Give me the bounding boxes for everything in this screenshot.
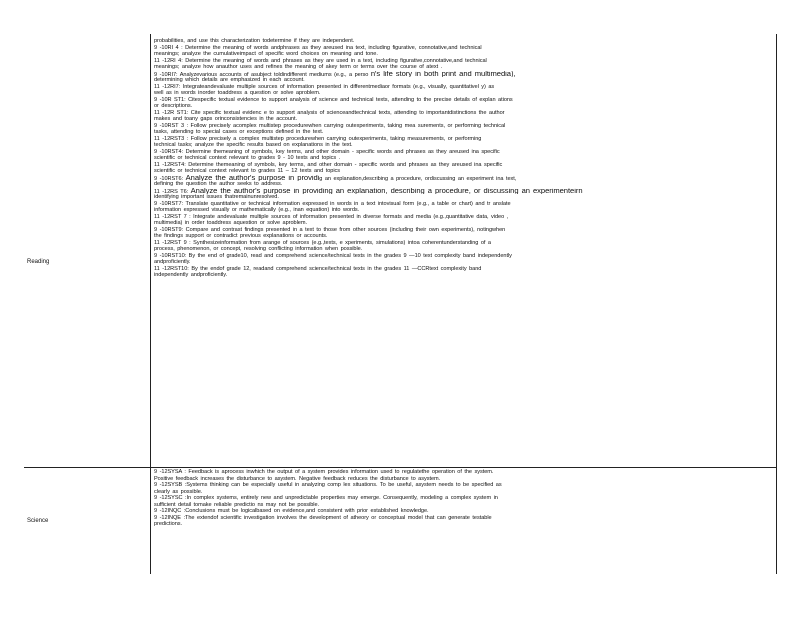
text-line: 11 -12RS T6: Analyze the author's purpose in providing an explanation, describing a procedure, or discussing an experimenteirn [154, 187, 583, 194]
text-line: 9 -10RST4: Determine themeaning of symbols, key terms, and other domain - specific words and phrases as they areused ina specific [154, 148, 500, 155]
text-line: 9 -10RST6: Analyze the author's purpose in providig an explanation,describing a procedure, ordiscussing an experiment ina text, [154, 174, 517, 181]
text-line: 11 -12RST 7 : Integrate andevaluate multiple sources of information presented in diverse formats and media (e.g.,quantitative data, video , [154, 213, 509, 220]
text-line: 9 -10RST7: Translate quantitative or technical information expressed in words in a text intovisual form (e.g., a table or chart) and tr anslate [154, 200, 511, 207]
text-line: the findings support or contradict previous explanations or accounts. [154, 233, 328, 239]
text-line: meanings; analyze how anauthor uses and refines the meaning of akey term or terms over the course of atext . [154, 64, 443, 70]
text-line: 11 -12RST4: Determine themeaning of symbols, key terms, and other domain - specific words and phrases as they areused ina specific [154, 161, 503, 168]
text-line: 9 -10R ST1: Citespecific textual evidence to support analysis of science and technical texts, attending to the precise details of explan ations [154, 96, 513, 103]
text-line: information expressed visually or mathematically (e.g., inan equation) into words. [154, 207, 360, 213]
text-line: 9 -10RST10: By the end of grade10, read and comprehend science/technical texts in the grades 9 —10 text complexity band independently [154, 252, 512, 259]
text-line: well as in words inorder toaddress a question or solve aproblem. [154, 90, 321, 96]
text-line: or descriptions. [154, 103, 193, 109]
text-line: tasks, attending to special cases or exceptions defined in the text. [154, 129, 324, 135]
text-line: 11 -12RST3 : Follow precisely a complex multistep procedurewhen carrying outexperiments, taking measurements, or performing [154, 135, 482, 142]
text-line: makes and toany gaps orinconsistencies in the account. [154, 116, 297, 122]
text-line: probabilities, and use this characterization todetermine if they are independent. [154, 38, 355, 44]
reading-standards-text [154, 38, 772, 279]
text-line: andproficiently. [154, 259, 191, 265]
text-line: 11 -12RST 9 : Synthesizeinformation from arange of sources (e.g.,texts, e xperiments, simulations) intoa coherentunderstanding of a [154, 239, 491, 246]
text-line: scientific or technical context relevant to grades 11 – 12 texts and topics [154, 168, 341, 174]
row-divider [24, 467, 777, 468]
text-line: sufficient detail tomake reliable predictio ns may not be possible. [154, 501, 320, 508]
text-line: 9 -12SYSB :Systems thinking can be especially useful in analyzing comp lex situations. To be useful, asystem needs to be specified as [154, 482, 502, 488]
text-line: 11 -12RI7: Integrateandevaluate multiple sources of information presented in differentmediaor formats (e.g., visually, quantitativel y) as [154, 83, 495, 90]
text-line: scientific or technical context relevant to grades 9 - 10 texts and topics . [154, 155, 341, 161]
text-line: 9 -12SYSC :In complex systems, entirely new and unpredictable properties may emerge. Consequently, modeling a complex system in [154, 495, 498, 501]
text-line: 11 -12RI 4: Determine the meaning of words and phrases as they are used in a text, including figurative,connotative,and technical [154, 57, 487, 64]
text-line: 9 -10RST9: Compare and contrast findings presented in a text to those from other sources (including their own experiments), notingwhen [154, 226, 506, 233]
column-divider [150, 34, 151, 574]
section-label-reading: Reading [27, 259, 50, 265]
text-line: 9 -10RST 3 : Follow precisely acomplex multistep procedurewhen carrying outexperiments, taking mea surements, or performing technical [154, 122, 506, 129]
text-line: identifying important issues thatremainunresolved. [154, 194, 279, 200]
text-line: determining which details are emphasized in each account. [154, 77, 305, 83]
text-line: 11 -12R ST1: Cite specific textual evidenc e to support analysis of scienceandtechnical texts, attending to importantdistinctions the author [154, 109, 505, 116]
text-line: 9 -12INQE :The extendof scientific investigation involves the development of atheory or conceptual model that can generate testable [154, 514, 492, 521]
text-line: process, phenomenon, or concept, resolving conflicting information when possible. [154, 246, 363, 252]
text-line: Positive feedback increases the disturbance to asystem. Negative feedback reduces the disturbance to asystem. [154, 475, 441, 482]
text-line: 9 -12SYSA : Feedback is aprocess inwhich the output of a system provides information used to regulatethe operation of the system. [154, 469, 494, 475]
text-line: 11 -12RST10: By the endof grade 12, readand comprehend science/technical texts in the grades 11 —CCRtext complexity band [154, 265, 482, 272]
text-line: 9 -10RI7: Analyzevarious accounts of asubject toldindifferent mediums (e.g., a perso n's life story in both print and multimedia), [154, 70, 516, 77]
text-line: clearly as possible. [154, 488, 203, 495]
text-line: meanings; analyze the cumulativeimpact of specific word choices on meaning and tone. [154, 51, 378, 57]
text-line: multimedia) in order toaddress aquestion or solve aproblem. [154, 220, 307, 226]
text-line: technical tasks; analyze the specific results based on explanations in the text. [154, 142, 353, 148]
table-right-border [776, 34, 777, 574]
text-line: predictions. [154, 521, 183, 527]
text-line: independently andproficiently. [154, 272, 228, 278]
text-line: defining the question the author seeks to address. [154, 181, 283, 187]
text-line: 9 -12INQC :Conclusions must be logicalbased on evidence,and consistent with prior established knowledge. [154, 508, 429, 514]
text-line: 9 -10RI 4 : Determine the meaning of words andphrases as they areused ina text, including figurative, connotative,and technical [154, 44, 482, 51]
science-standards-text [154, 469, 772, 528]
section-label-science: Science [27, 518, 49, 524]
